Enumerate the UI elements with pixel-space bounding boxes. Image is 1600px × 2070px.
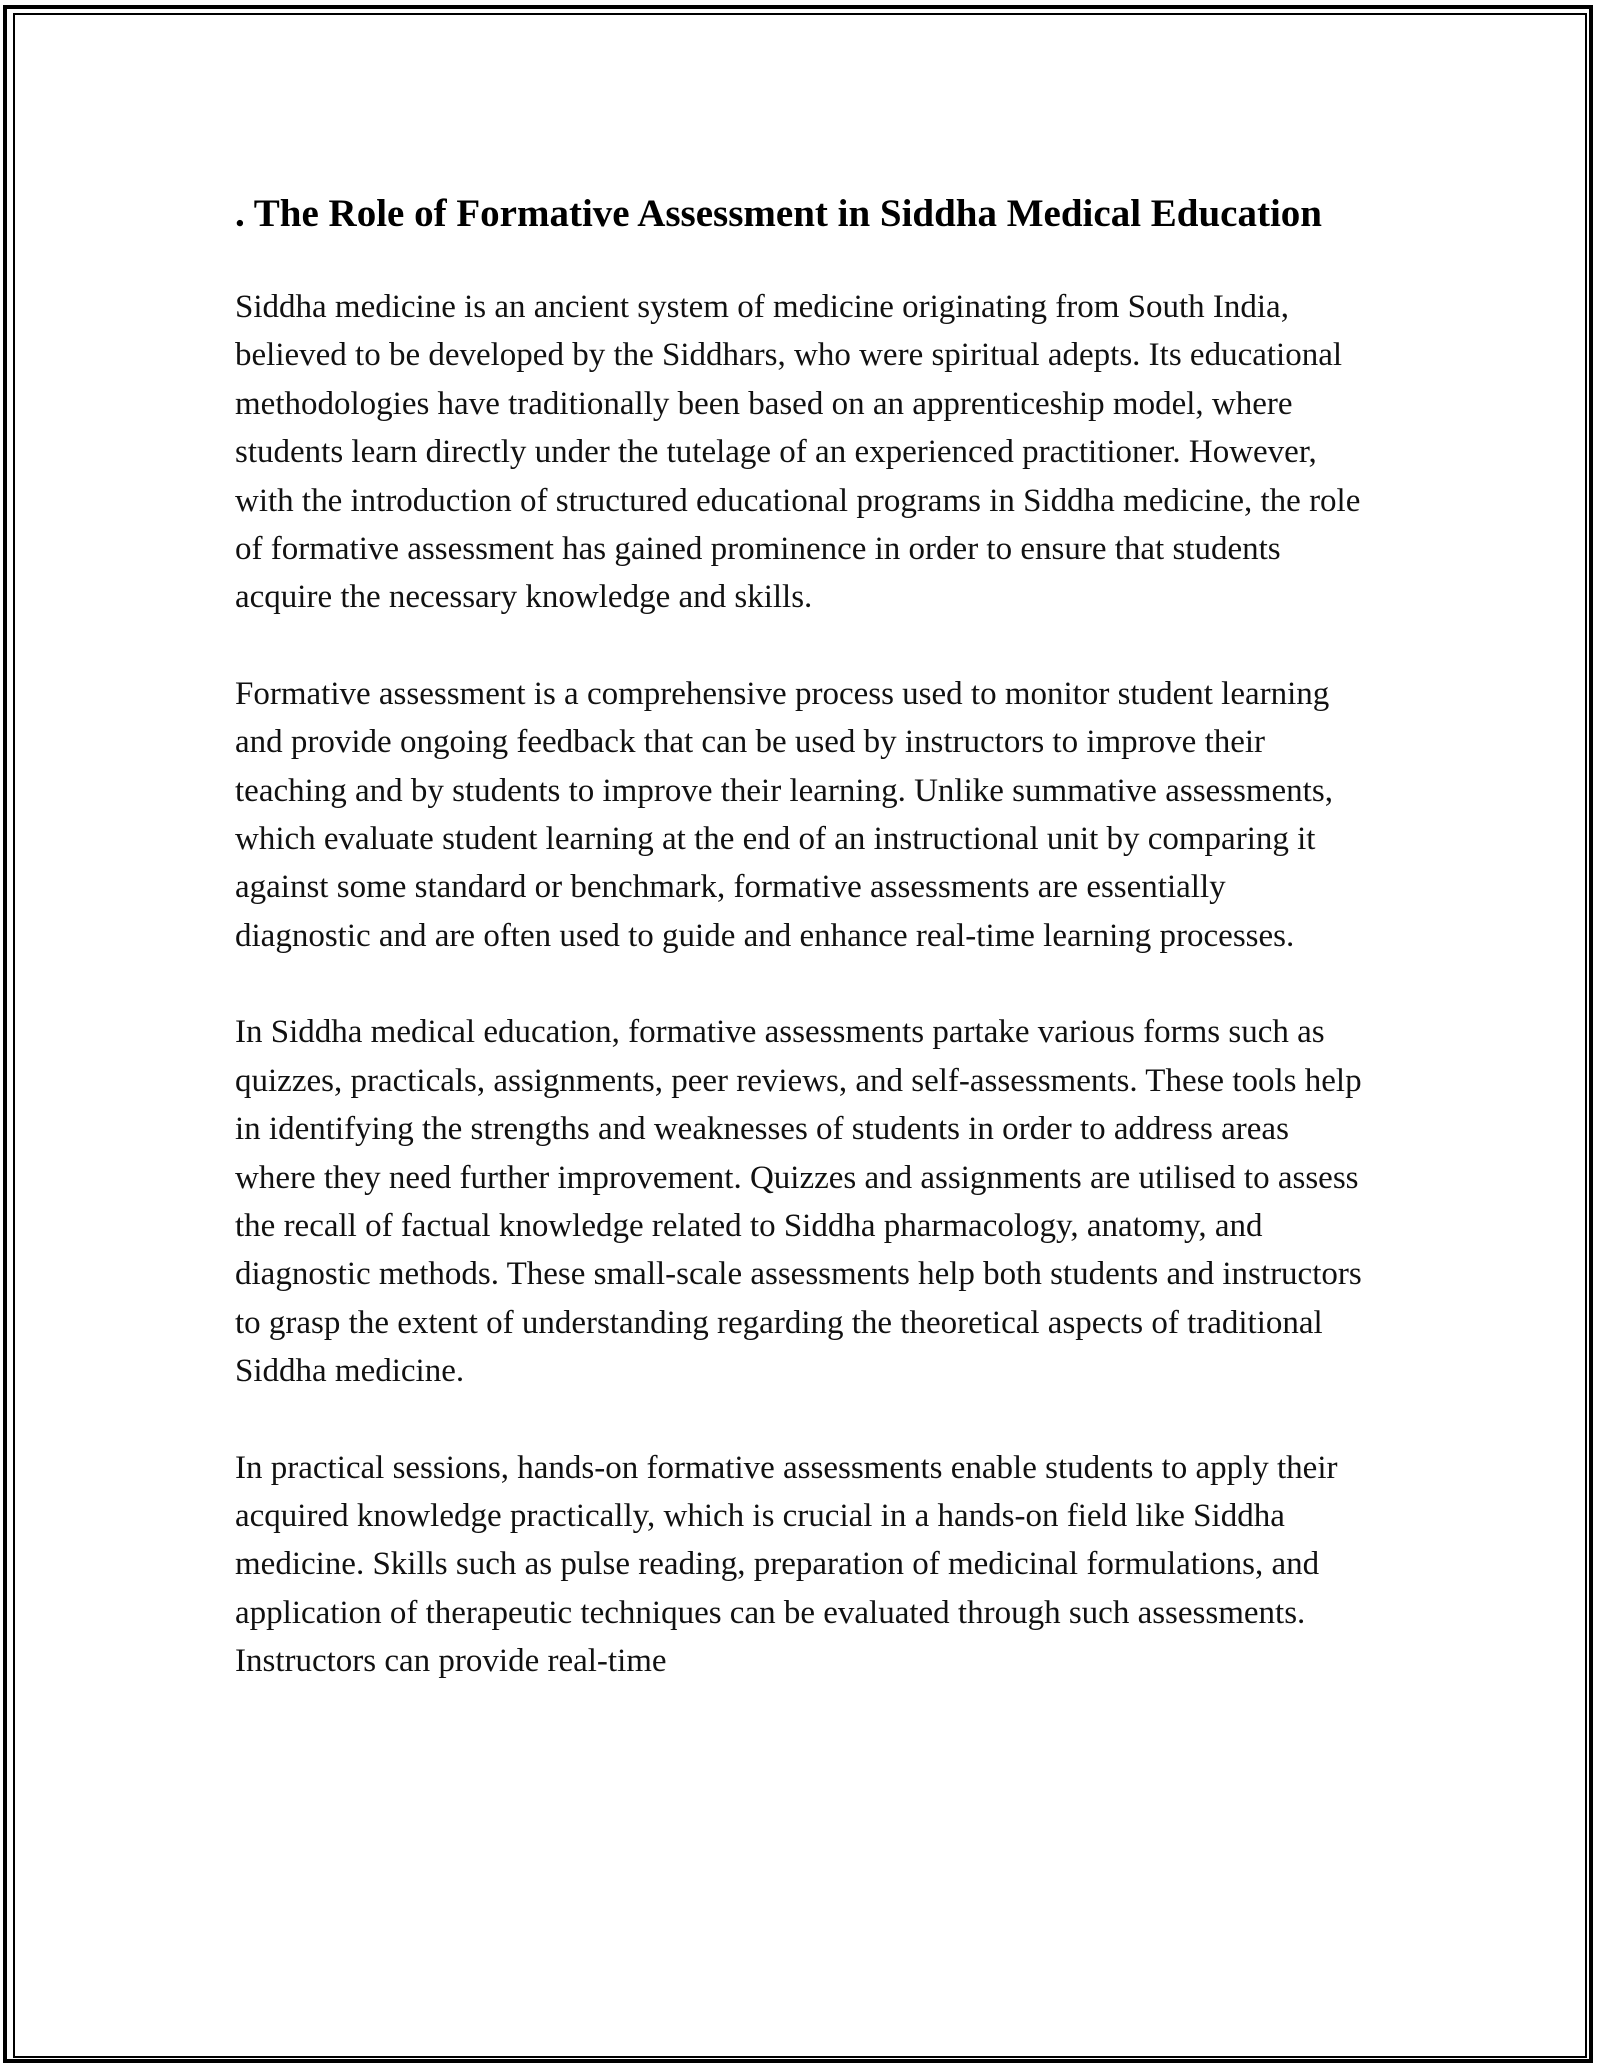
document-title: . The Role of Formative Assessment in Siddha Medical Education: [235, 192, 1322, 235]
paragraph-siddha-intro: Siddha medicine is an ancient system of medicine originating from South India, believed to be developed by the Siddhars, who were spiritual adepts. Its educational methodologies have traditionally been based on an apprenticeship model, where students learn directly under the tutelage of an experienced practitioner. However, with the introduction of structured educational programs in Siddha medicine, the role of formative assessment has gained prominence in order to ensure that students acquire the necessary knowledge and skills.: [235, 289, 1361, 616]
document-body: [235, 186, 1365, 1734]
paragraph-formative-definition: Formative assessment is a comprehensive process used to monitor student learning and provide ongoing feedback that can be used by instructors to improve their teaching and by students to improve their learning. Unlike summative assessments, which evaluate student learning at the end of an instructional unit by comparing it against some standard or benchmark, formative assessments are essentially diagnostic and are often used to guide and enhance real-time learning processes.: [235, 675, 1333, 954]
paragraph-assessment-forms: In Siddha medical education, formative assessments partake various forms such as quizzes, practicals, assignments, peer reviews, and self-assessments. These tools help in identifying the strengths and weaknesses of students in order to address areas where they need further improvement. Quizzes and assignments are utilised to assess the recall of factual knowledge related to Siddha pharmacology, anatomy, and diagnostic methods. These small-scale assessments help both students and instructors to grasp the extent of understanding regarding the theoretical aspects of traditional Siddha medicine.: [235, 1014, 1362, 1390]
paragraph-practical-sessions: In practical sessions, hands-on formative assessments enable students to apply their acquired knowledge practically, which is crucial in a hands-on field like Siddha medicine. Skills such as pulse reading, preparation of medicinal formulations, and application of therapeutic techniques can be evaluated through such assessments. Instructors can provide real-time: [235, 1449, 1338, 1680]
